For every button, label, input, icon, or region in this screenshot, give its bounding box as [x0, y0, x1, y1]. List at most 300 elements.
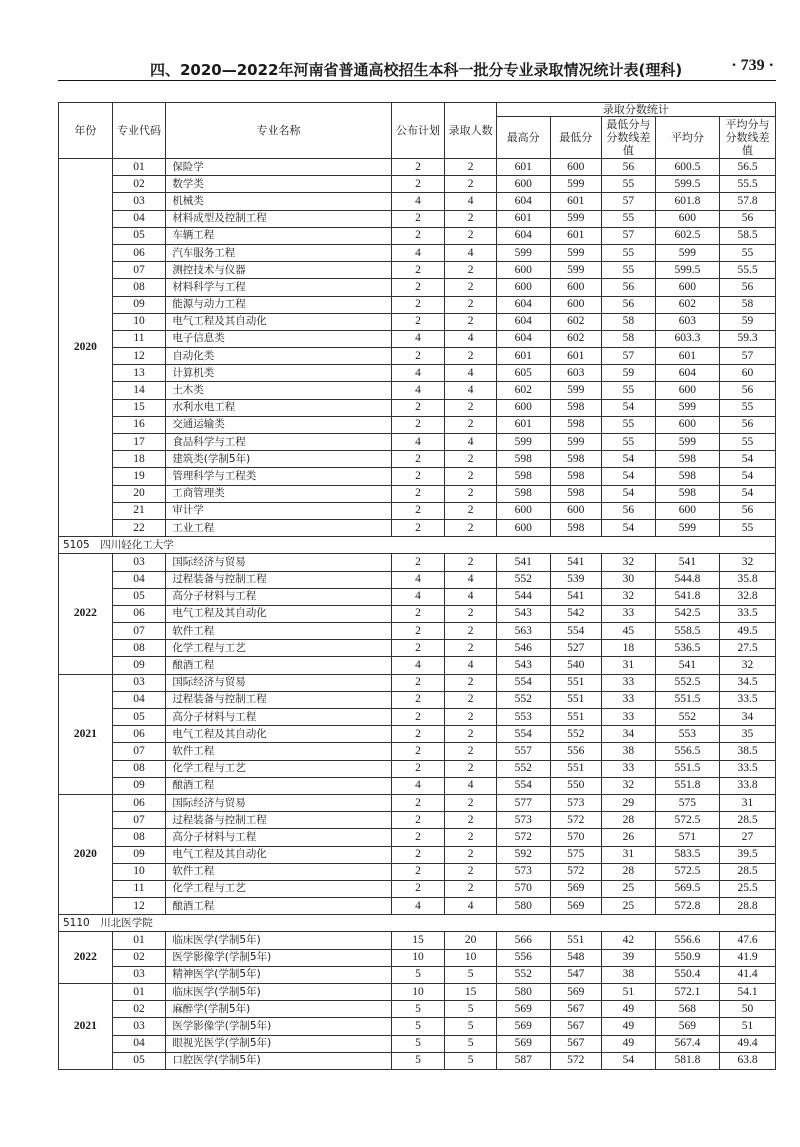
- avg-diff-cell: 54.1: [720, 984, 776, 1001]
- avg-diff-cell: 33.8: [720, 777, 776, 794]
- year-cell: 2020: [59, 159, 113, 537]
- avg-cell: 572.5: [655, 812, 719, 829]
- plan-cell: 2: [391, 399, 445, 416]
- admitted-cell: 4: [445, 244, 497, 261]
- min-cell: 539: [550, 571, 602, 588]
- max-cell: 572: [496, 829, 550, 846]
- avg-diff-cell: 25.5: [720, 880, 776, 897]
- avg-cell: 599: [655, 399, 719, 416]
- min-cell: 570: [550, 829, 602, 846]
- major-name-cell: 医学影像学(学制5年): [166, 1018, 391, 1035]
- table-row: [59, 1018, 776, 1035]
- admitted-cell: 2: [445, 279, 497, 296]
- avg-diff-cell: 54: [720, 485, 776, 502]
- admitted-cell: 2: [445, 399, 497, 416]
- avg-diff-cell: 50: [720, 1001, 776, 1018]
- avg-cell: 603: [655, 313, 719, 330]
- plan-cell: 10: [391, 984, 445, 1001]
- min-diff-cell: 55: [602, 382, 656, 399]
- min-cell: 550: [550, 777, 602, 794]
- min-diff-cell: 38: [602, 966, 656, 983]
- plan-cell: 2: [391, 829, 445, 846]
- admitted-cell: 2: [445, 726, 497, 743]
- admitted-cell: 5: [445, 1035, 497, 1052]
- plan-cell: 4: [391, 330, 445, 347]
- avg-cell: 599: [655, 519, 719, 536]
- avg-diff-cell: 34.5: [720, 674, 776, 691]
- min-diff-cell: 54: [602, 451, 656, 468]
- avg-cell: 567.4: [655, 1035, 719, 1052]
- table-row: [59, 674, 776, 691]
- max-cell: 598: [496, 468, 550, 485]
- major-name-cell: 自动化类: [166, 348, 391, 365]
- major-name-cell: 医学影像学(学制5年): [166, 949, 391, 966]
- admitted-cell: 2: [445, 554, 497, 571]
- avg-cell: 544.8: [655, 571, 719, 588]
- admitted-cell: 2: [445, 743, 497, 760]
- major-name-cell: 交通运输类: [166, 416, 391, 433]
- admitted-cell: 5: [445, 1052, 497, 1069]
- avg-cell: 604: [655, 365, 719, 382]
- avg-cell: 556.6: [655, 932, 719, 949]
- min-diff-cell: 31: [602, 657, 656, 674]
- min-diff-cell: 33: [602, 760, 656, 777]
- code-cell: 20: [112, 485, 166, 502]
- code-cell: 22: [112, 519, 166, 536]
- min-cell: 567: [550, 1035, 602, 1052]
- avg-cell: 542.5: [655, 605, 719, 622]
- table-row: [59, 726, 776, 743]
- min-diff-cell: 57: [602, 193, 656, 210]
- major-name-cell: 酿酒工程: [166, 777, 391, 794]
- code-cell: 10: [112, 863, 166, 880]
- min-diff-cell: 32: [602, 588, 656, 605]
- avg-cell: 569.5: [655, 880, 719, 897]
- plan-cell: 2: [391, 468, 445, 485]
- avg-diff-cell: 33.5: [720, 760, 776, 777]
- min-cell: 569: [550, 898, 602, 915]
- min-cell: 554: [550, 623, 602, 640]
- admitted-cell: 4: [445, 588, 497, 605]
- major-name-cell: 电子信息类: [166, 330, 391, 347]
- admitted-cell: 10: [445, 949, 497, 966]
- code-cell: 02: [112, 949, 166, 966]
- code-cell: 17: [112, 434, 166, 451]
- avg-cell: 598: [655, 451, 719, 468]
- col-header-max: 最高分: [496, 117, 550, 159]
- major-name-cell: 化学工程与工艺: [166, 760, 391, 777]
- avg-cell: 599: [655, 434, 719, 451]
- avg-cell: 598: [655, 468, 719, 485]
- admitted-cell: 2: [445, 262, 497, 279]
- avg-diff-cell: 56: [720, 416, 776, 433]
- table-row: [59, 519, 776, 536]
- table-row: [59, 777, 776, 794]
- admitted-cell: 2: [445, 451, 497, 468]
- max-cell: 600: [496, 279, 550, 296]
- max-cell: 600: [496, 399, 550, 416]
- col-header-min: 最低分: [550, 117, 602, 159]
- max-cell: 569: [496, 1001, 550, 1018]
- table-row: [59, 193, 776, 210]
- avg-diff-cell: 63.8: [720, 1052, 776, 1069]
- min-diff-cell: 55: [602, 416, 656, 433]
- admitted-cell: 2: [445, 846, 497, 863]
- plan-cell: 2: [391, 416, 445, 433]
- max-cell: 554: [496, 726, 550, 743]
- plan-cell: 4: [391, 382, 445, 399]
- avg-diff-cell: 49.4: [720, 1035, 776, 1052]
- table-row: [59, 159, 776, 176]
- min-cell: 602: [550, 330, 602, 347]
- table-row: [59, 640, 776, 657]
- min-diff-cell: 39: [602, 949, 656, 966]
- admitted-cell: 20: [445, 932, 497, 949]
- min-cell: 575: [550, 846, 602, 863]
- admitted-cell: 4: [445, 365, 497, 382]
- max-cell: 600: [496, 176, 550, 193]
- plan-cell: 2: [391, 451, 445, 468]
- col-header-code: 专业代码: [112, 103, 166, 159]
- avg-cell: 603.3: [655, 330, 719, 347]
- major-name-cell: 材料成型及控制工程: [166, 210, 391, 227]
- code-cell: 01: [112, 159, 166, 176]
- avg-cell: 551.5: [655, 760, 719, 777]
- max-cell: 552: [496, 691, 550, 708]
- min-cell: 599: [550, 244, 602, 261]
- admitted-cell: 2: [445, 485, 497, 502]
- max-cell: 601: [496, 416, 550, 433]
- table-row: [59, 416, 776, 433]
- min-diff-cell: 55: [602, 244, 656, 261]
- school-header-row: [59, 537, 776, 554]
- min-cell: 541: [550, 554, 602, 571]
- min-diff-cell: 32: [602, 777, 656, 794]
- plan-cell: 2: [391, 227, 445, 244]
- avg-cell: 571: [655, 829, 719, 846]
- major-name-cell: 软件工程: [166, 623, 391, 640]
- max-cell: 600: [496, 519, 550, 536]
- min-diff-cell: 59: [602, 365, 656, 382]
- avg-diff-cell: 41.4: [720, 966, 776, 983]
- col-header-score-group: 录取分数统计: [496, 103, 775, 117]
- admitted-cell: 2: [445, 348, 497, 365]
- col-header-avg: 平均分: [655, 117, 719, 159]
- major-name-cell: 审计学: [166, 502, 391, 519]
- admitted-cell: 4: [445, 382, 497, 399]
- avg-diff-cell: 47.6: [720, 932, 776, 949]
- min-diff-cell: 58: [602, 313, 656, 330]
- major-name-cell: 酿酒工程: [166, 657, 391, 674]
- min-diff-cell: 55: [602, 176, 656, 193]
- avg-diff-cell: 59: [720, 313, 776, 330]
- admitted-cell: 5: [445, 1001, 497, 1018]
- avg-cell: 541: [655, 554, 719, 571]
- avg-diff-cell: 55: [720, 244, 776, 261]
- min-diff-cell: 33: [602, 605, 656, 622]
- avg-cell: 551.8: [655, 777, 719, 794]
- min-cell: 547: [550, 966, 602, 983]
- table-row: [59, 812, 776, 829]
- avg-diff-cell: 54: [720, 468, 776, 485]
- plan-cell: 2: [391, 296, 445, 313]
- plan-cell: 2: [391, 760, 445, 777]
- avg-diff-cell: 35: [720, 726, 776, 743]
- min-cell: 551: [550, 691, 602, 708]
- avg-cell: 581.8: [655, 1052, 719, 1069]
- avg-diff-cell: 55: [720, 399, 776, 416]
- min-diff-cell: 55: [602, 210, 656, 227]
- max-cell: 601: [496, 210, 550, 227]
- table-row: [59, 227, 776, 244]
- max-cell: 587: [496, 1052, 550, 1069]
- min-cell: 540: [550, 657, 602, 674]
- min-cell: 598: [550, 468, 602, 485]
- avg-diff-cell: 56.5: [720, 159, 776, 176]
- page-title: 四、2020—2022年河南省普通高校招生本科一批分专业录取情况统计表(理科): [150, 61, 683, 79]
- min-cell: 600: [550, 296, 602, 313]
- school-header-row: [59, 915, 776, 932]
- admitted-cell: 2: [445, 210, 497, 227]
- table-row: [59, 1052, 776, 1069]
- admitted-cell: 2: [445, 159, 497, 176]
- min-diff-cell: 55: [602, 434, 656, 451]
- plan-cell: 5: [391, 1001, 445, 1018]
- major-name-cell: 电气工程及其自动化: [166, 846, 391, 863]
- min-diff-cell: 28: [602, 812, 656, 829]
- min-cell: 572: [550, 812, 602, 829]
- admission-stats-table: [58, 102, 776, 1070]
- major-name-cell: 测控技术与仪器: [166, 262, 391, 279]
- code-cell: 09: [112, 846, 166, 863]
- avg-diff-cell: 56: [720, 210, 776, 227]
- min-diff-cell: 33: [602, 709, 656, 726]
- table-row: [59, 984, 776, 1001]
- avg-cell: 558.5: [655, 623, 719, 640]
- table-row: [59, 760, 776, 777]
- table-row: [59, 794, 776, 811]
- major-name-cell: 国际经济与贸易: [166, 674, 391, 691]
- year-cell: 2022: [59, 932, 113, 984]
- admitted-cell: 2: [445, 502, 497, 519]
- max-cell: 543: [496, 657, 550, 674]
- min-cell: 600: [550, 502, 602, 519]
- min-cell: 600: [550, 279, 602, 296]
- table-row: [59, 898, 776, 915]
- table-row: [59, 709, 776, 726]
- table-row: [59, 244, 776, 261]
- major-name-cell: 电气工程及其自动化: [166, 726, 391, 743]
- min-diff-cell: 57: [602, 348, 656, 365]
- max-cell: 556: [496, 949, 550, 966]
- table-row: [59, 846, 776, 863]
- min-cell: 572: [550, 863, 602, 880]
- plan-cell: 2: [391, 794, 445, 811]
- code-cell: 03: [112, 1018, 166, 1035]
- avg-cell: 569: [655, 1018, 719, 1035]
- page-number: · 739 ·: [731, 57, 774, 74]
- min-diff-cell: 51: [602, 984, 656, 1001]
- max-cell: 569: [496, 1035, 550, 1052]
- code-cell: 05: [112, 227, 166, 244]
- max-cell: 604: [496, 330, 550, 347]
- min-cell: 569: [550, 984, 602, 1001]
- major-name-cell: 过程装备与控制工程: [166, 571, 391, 588]
- admitted-cell: 2: [445, 812, 497, 829]
- plan-cell: 5: [391, 1018, 445, 1035]
- admitted-cell: 2: [445, 296, 497, 313]
- school-name: 5105 四川轻化工大学: [59, 537, 776, 554]
- max-cell: 600: [496, 262, 550, 279]
- plan-cell: 2: [391, 313, 445, 330]
- code-cell: 13: [112, 365, 166, 382]
- avg-diff-cell: 58.5: [720, 227, 776, 244]
- plan-cell: 2: [391, 262, 445, 279]
- code-cell: 04: [112, 691, 166, 708]
- avg-cell: 599.5: [655, 262, 719, 279]
- plan-cell: 2: [391, 554, 445, 571]
- code-cell: 04: [112, 1035, 166, 1052]
- year-cell: 2020: [59, 794, 113, 914]
- table-row: [59, 657, 776, 674]
- max-cell: 573: [496, 812, 550, 829]
- code-cell: 08: [112, 640, 166, 657]
- min-cell: 551: [550, 760, 602, 777]
- max-cell: 598: [496, 485, 550, 502]
- avg-diff-cell: 56: [720, 502, 776, 519]
- code-cell: 12: [112, 348, 166, 365]
- avg-diff-cell: 32: [720, 657, 776, 674]
- table-row: [59, 330, 776, 347]
- major-name-cell: 材料科学与工程: [166, 279, 391, 296]
- table-row: [59, 743, 776, 760]
- code-cell: 11: [112, 330, 166, 347]
- code-cell: 21: [112, 502, 166, 519]
- avg-cell: 600.5: [655, 159, 719, 176]
- table-row: [59, 932, 776, 949]
- max-cell: 601: [496, 348, 550, 365]
- max-cell: 605: [496, 365, 550, 382]
- admitted-cell: 4: [445, 330, 497, 347]
- avg-diff-cell: 51: [720, 1018, 776, 1035]
- max-cell: 563: [496, 623, 550, 640]
- min-diff-cell: 54: [602, 399, 656, 416]
- plan-cell: 2: [391, 159, 445, 176]
- min-diff-cell: 56: [602, 296, 656, 313]
- avg-diff-cell: 58: [720, 296, 776, 313]
- avg-cell: 553: [655, 726, 719, 743]
- max-cell: 577: [496, 794, 550, 811]
- admitted-cell: 2: [445, 227, 497, 244]
- major-name-cell: 国际经济与贸易: [166, 794, 391, 811]
- col-header-name: 专业名称: [166, 103, 391, 159]
- major-name-cell: 建筑类(学制5年): [166, 451, 391, 468]
- code-cell: 07: [112, 812, 166, 829]
- plan-cell: 4: [391, 777, 445, 794]
- min-diff-cell: 33: [602, 691, 656, 708]
- plan-cell: 5: [391, 1052, 445, 1069]
- min-cell: 542: [550, 605, 602, 622]
- code-cell: 07: [112, 262, 166, 279]
- admitted-cell: 2: [445, 709, 497, 726]
- code-cell: 14: [112, 382, 166, 399]
- school-name: 5110 川北医学院: [59, 915, 776, 932]
- table-body: [59, 159, 776, 1070]
- avg-diff-cell: 57: [720, 348, 776, 365]
- avg-cell: 575: [655, 794, 719, 811]
- major-name-cell: 工业工程: [166, 519, 391, 536]
- table-row: [59, 605, 776, 622]
- max-cell: 541: [496, 554, 550, 571]
- major-name-cell: 软件工程: [166, 863, 391, 880]
- plan-cell: 5: [391, 1035, 445, 1052]
- avg-cell: 550.9: [655, 949, 719, 966]
- code-cell: 01: [112, 984, 166, 1001]
- avg-cell: 599.5: [655, 176, 719, 193]
- admitted-cell: 2: [445, 519, 497, 536]
- avg-diff-cell: 28.5: [720, 863, 776, 880]
- avg-cell: 583.5: [655, 846, 719, 863]
- plan-cell: 2: [391, 485, 445, 502]
- min-cell: 598: [550, 485, 602, 502]
- min-diff-cell: 49: [602, 1001, 656, 1018]
- col-header-plan: 公布计划: [391, 103, 445, 159]
- min-cell: 572: [550, 1052, 602, 1069]
- min-diff-cell: 26: [602, 829, 656, 846]
- code-cell: 08: [112, 760, 166, 777]
- min-cell: 600: [550, 159, 602, 176]
- code-cell: 08: [112, 279, 166, 296]
- avg-cell: 556.5: [655, 743, 719, 760]
- avg-diff-cell: 57.8: [720, 193, 776, 210]
- avg-diff-cell: 59.3: [720, 330, 776, 347]
- admitted-cell: 2: [445, 829, 497, 846]
- table-row: [59, 1001, 776, 1018]
- admitted-cell: 4: [445, 898, 497, 915]
- min-cell: 551: [550, 709, 602, 726]
- min-cell: 527: [550, 640, 602, 657]
- table-row: [59, 313, 776, 330]
- admitted-cell: 2: [445, 760, 497, 777]
- plan-cell: 2: [391, 743, 445, 760]
- plan-cell: 2: [391, 812, 445, 829]
- plan-cell: 5: [391, 966, 445, 983]
- min-cell: 598: [550, 451, 602, 468]
- table-row: [59, 262, 776, 279]
- major-name-cell: 保险学: [166, 159, 391, 176]
- max-cell: 566: [496, 932, 550, 949]
- avg-diff-cell: 35.8: [720, 571, 776, 588]
- plan-cell: 4: [391, 193, 445, 210]
- max-cell: 580: [496, 898, 550, 915]
- avg-diff-cell: 34: [720, 709, 776, 726]
- min-diff-cell: 32: [602, 554, 656, 571]
- min-cell: 598: [550, 399, 602, 416]
- plan-cell: 2: [391, 519, 445, 536]
- min-cell: 599: [550, 262, 602, 279]
- min-diff-cell: 33: [602, 674, 656, 691]
- min-cell: 599: [550, 176, 602, 193]
- major-name-cell: 车辆工程: [166, 227, 391, 244]
- max-cell: 600: [496, 502, 550, 519]
- max-cell: 599: [496, 244, 550, 261]
- min-cell: 599: [550, 434, 602, 451]
- major-name-cell: 高分子材料与工程: [166, 588, 391, 605]
- avg-cell: 572.1: [655, 984, 719, 1001]
- avg-cell: 600: [655, 416, 719, 433]
- avg-diff-cell: 55: [720, 434, 776, 451]
- table-row: [59, 502, 776, 519]
